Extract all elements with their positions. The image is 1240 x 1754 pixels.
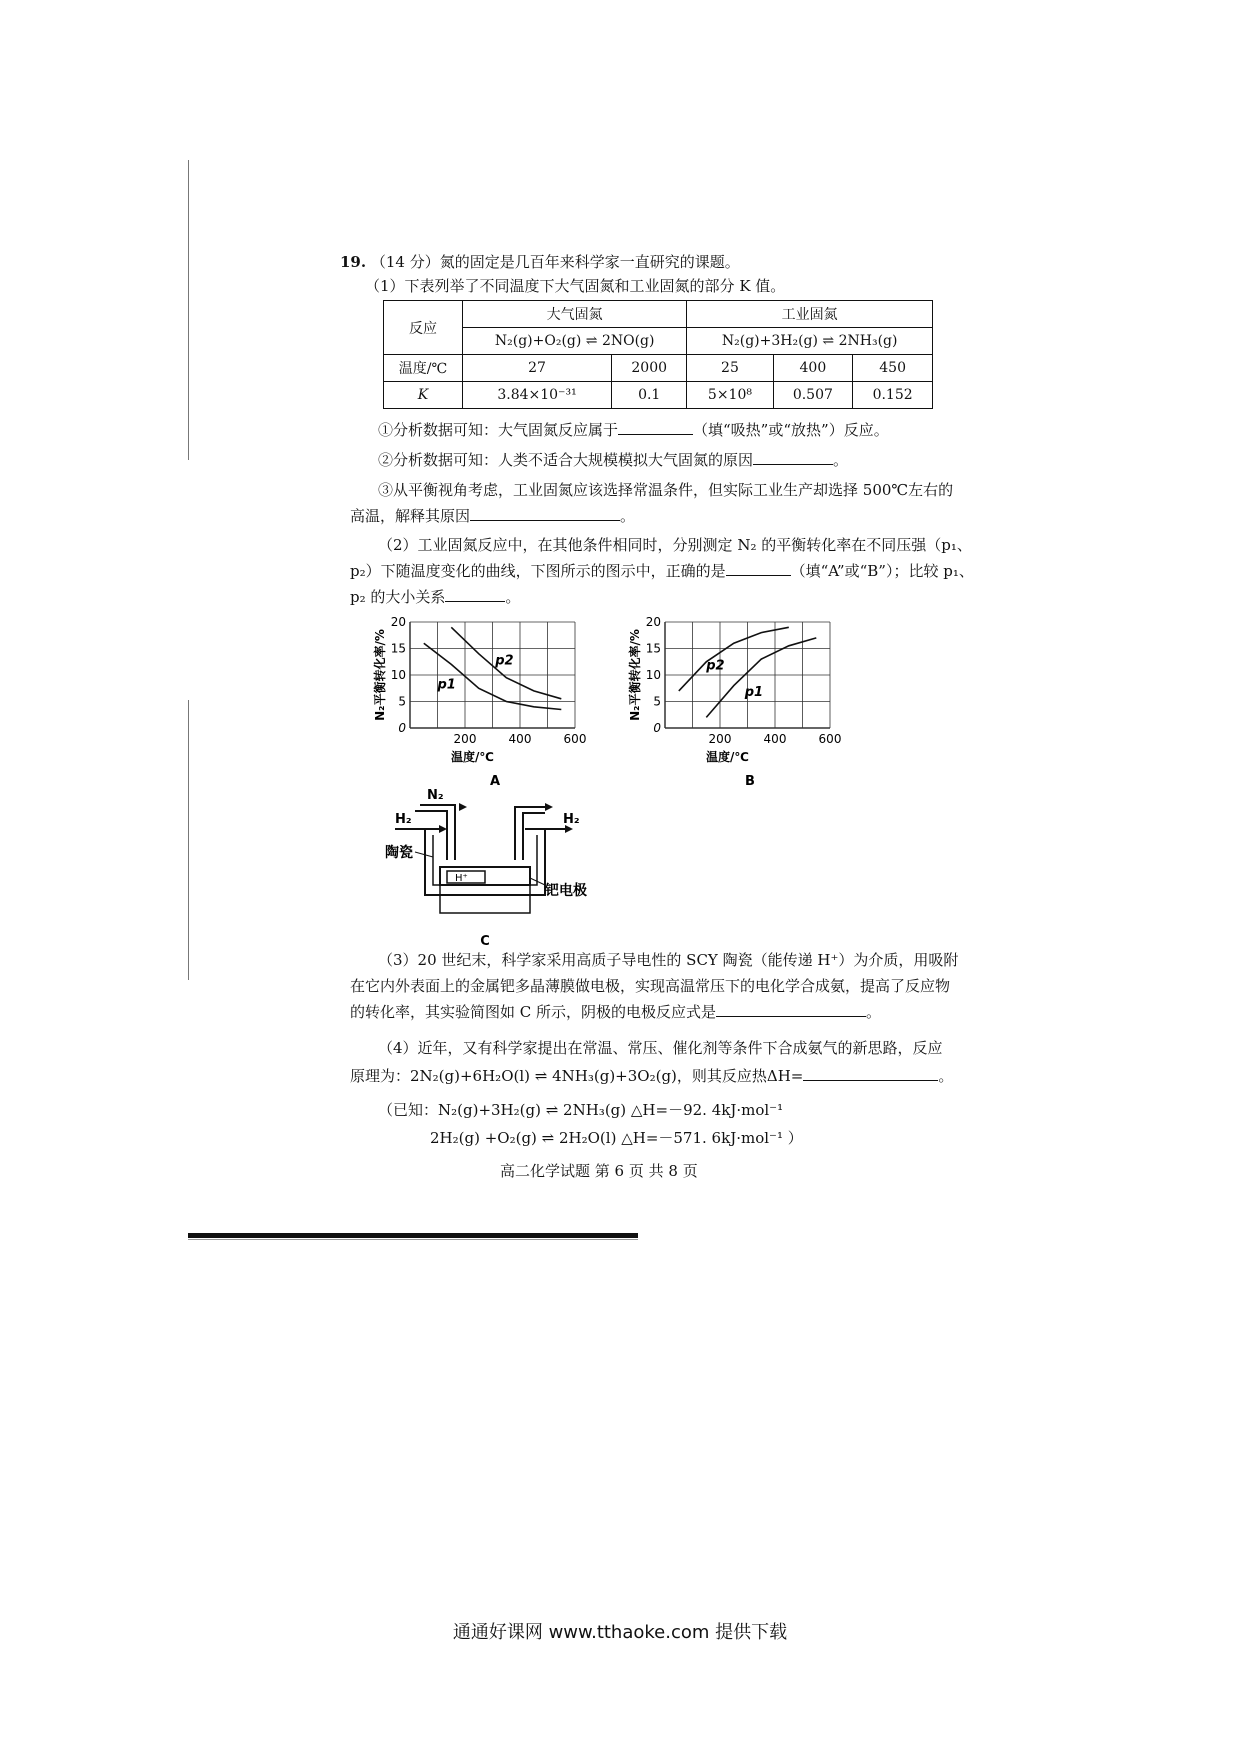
scan-bar-shadow (188, 1239, 638, 1240)
chart-b (625, 610, 875, 790)
k-cell: 5×10⁸ (687, 382, 773, 409)
part3-line3-tail: 。 (866, 1003, 882, 1021)
table-header-atmospheric: 大气固氮 (463, 301, 687, 328)
question-number: 19. (340, 253, 367, 271)
part4-line1: （4）近年，又有科学家提出在常温、常压、催化剂等条件下合成氨气的新思路，反应 (378, 1039, 943, 1057)
electrode-label: 钯电极 (545, 883, 587, 899)
margin-line (188, 700, 189, 980)
part1-text: （1）下表列举了不同温度下大气固氮和工业固氮的部分 K 值。 (365, 277, 786, 295)
part2-line2-text: p₂）下随温度变化的曲线，下图所示的图示中，正确的是 (350, 562, 726, 580)
answer-blank[interactable] (726, 561, 791, 576)
subquestion-2-text: ②分析数据可知：人类不适合大规模模拟大气固氮的原因 (378, 451, 754, 469)
subquestion-3-text: 高温，解释其原因 (350, 507, 471, 525)
part2-line1: （2）工业固氮反应中，在其他条件相同时，分别测定 N₂ 的平衡转化率在不同压强（p₁、 (378, 536, 972, 554)
answer-blank[interactable] (753, 450, 833, 465)
series-label-p1: p1 (744, 685, 764, 701)
temp-cell: 27 (463, 355, 612, 382)
table-header-reaction: 反应 (384, 301, 463, 355)
part3-line1: （3）20 世纪末，科学家采用高质子导电性的 SCY 陶瓷（能传递 H⁺）为介质，用吸附 (378, 951, 959, 969)
part2-line2 (350, 561, 974, 581)
x-tick-label: 600 (563, 732, 587, 746)
subquestion-3-line2 (350, 506, 635, 526)
chart-b-plot (627, 615, 841, 764)
part4-line2 (350, 1066, 953, 1086)
series-label-p2: p2 (706, 658, 725, 674)
subquestion-3-tail: 。 (620, 507, 636, 525)
y-tick-label: 15 (390, 641, 406, 656)
part4-line2-text: 原理为：2N₂(g)+6H₂O(l) ⇌ 4NH₃(g)+3O₂(g)，则其反应热ΔH= (350, 1067, 804, 1085)
part3-line2: 在它内外表面上的金属钯多晶薄膜做电极，实现高温常压下的电化学合成氨，提高了反应物 (350, 977, 951, 995)
subquestion-2 (378, 450, 848, 470)
n2-inlet-pipe-inner (415, 811, 447, 860)
figure-c-apparatus (385, 785, 615, 950)
row-label-temperature: 温度/℃ (384, 355, 463, 382)
subquestion-1-tail: （填“吸热”或“放热”）反应。 (693, 421, 889, 439)
y-tick-label: 10 (645, 668, 661, 682)
known-data-1: （已知：N₂(g)+3H₂(g) ⇌ 2NH₃(g) △H=－92. 4kJ·mol⁻¹ (378, 1101, 784, 1119)
answer-blank[interactable] (803, 1066, 938, 1081)
subquestion-1-text: ①分析数据可知：大气固氮反应属于 (378, 421, 619, 439)
x-tick-label: 600 (818, 732, 842, 746)
chart-a-label: A (489, 774, 501, 789)
subquestion-1 (378, 420, 889, 440)
part2-line2-tail: （填“A”或“B”）；比较 p₁、 (790, 562, 974, 580)
part3-line3 (350, 1002, 881, 1022)
temp-cell: 2000 (612, 355, 687, 382)
page-footer: 高二化学试题 第 6 页 共 8 页 (500, 1162, 698, 1180)
outlet-pipe (515, 807, 545, 860)
part3-line3-text: 的转化率，其实验简图如 C 所示，阴极的电极反应式是 (350, 1003, 717, 1021)
margin-line (188, 160, 189, 460)
part4-line2-tail: 。 (938, 1067, 954, 1085)
n2-label: N₂ (427, 788, 444, 803)
known-data-2: 2H₂(g) +O₂(g) ⇌ 2H₂O(l) △H=－571. 6kJ·mol⁻¹ ） (430, 1129, 803, 1147)
k-cell: 0.507 (773, 382, 853, 409)
question-intro: （14 分）氮的固定是几百年来科学家一直研究的课题。 (370, 253, 740, 271)
answer-blank[interactable] (445, 587, 505, 602)
part2-line3-tail: 。 (505, 588, 521, 606)
download-source: 通通好课网 www.tthaoke.com 提供下载 (452, 1622, 788, 1643)
y-tick-label: 10 (390, 668, 406, 682)
ceramic-label: 陶瓷 (385, 845, 413, 861)
table-header-industrial: 工业固氮 (687, 301, 933, 328)
series-label-p1: p1 (437, 677, 456, 693)
equation-industrial: N₂(g)+3H₂(g) ⇌ 2NH₃(g) (687, 328, 933, 355)
arrow-icon (439, 825, 447, 833)
series-line-p2 (679, 627, 789, 691)
arrow-icon (545, 803, 553, 811)
k-cell: 0.152 (853, 382, 933, 409)
chart-b-label: B (745, 774, 755, 789)
answer-blank[interactable] (716, 1002, 866, 1017)
x-tick-label: 200 (708, 732, 732, 746)
y-tick-label: 5 (653, 694, 661, 709)
x-axis-label: 温度/℃ (706, 750, 749, 764)
y-axis-label: N₂平衡转化率/% (373, 629, 387, 721)
x-tick-label: 200 (453, 732, 477, 746)
y-tick-label: 0 (398, 721, 406, 735)
part2-line3-text: p₂ 的大小关系 (350, 588, 446, 606)
y-tick-label: 15 (645, 641, 661, 656)
k-cell: 0.1 (612, 382, 687, 409)
y-tick-label: 5 (398, 694, 406, 709)
h2-out-label: H₂ (563, 812, 580, 827)
y-tick-label: 20 (645, 615, 661, 629)
external-circuit (440, 885, 530, 913)
row-label-k: K (384, 382, 463, 409)
h2-in-label: H₂ (395, 812, 412, 827)
x-tick-label: 400 (508, 732, 532, 746)
question-header (340, 252, 740, 272)
subquestion-3: ③从平衡视角考虑，工业固氮应该选择常温条件，但实际工业生产却选择 500℃左右的 (378, 481, 954, 499)
k-value-table (383, 300, 933, 409)
x-tick-label: 400 (763, 732, 787, 746)
answer-blank[interactable] (618, 420, 693, 435)
y-tick-label: 20 (390, 615, 406, 629)
temp-cell: 25 (687, 355, 773, 382)
outlet-pipe-inner (523, 813, 545, 860)
figure-c-label: C (480, 934, 490, 949)
answer-blank[interactable] (470, 506, 620, 521)
temp-cell: 450 (853, 355, 933, 382)
chart-a-plot (372, 615, 586, 764)
series-label-p2: p2 (495, 653, 514, 669)
arrow-icon (459, 803, 467, 811)
y-tick-label: 0 (653, 721, 661, 735)
equation-atmospheric: N₂(g)+O₂(g) ⇌ 2NO(g) (463, 328, 687, 355)
chart-a (370, 610, 620, 790)
proton-label: H⁺ (455, 873, 468, 884)
y-axis-label: N₂平衡转化率/% (628, 629, 642, 721)
scan-bar (188, 1233, 638, 1238)
k-cell: 3.84×10⁻³¹ (463, 382, 612, 409)
temp-cell: 400 (773, 355, 853, 382)
x-axis-label: 温度/℃ (451, 750, 494, 764)
part2-line3 (350, 587, 520, 607)
subquestion-2-tail: 。 (833, 451, 849, 469)
